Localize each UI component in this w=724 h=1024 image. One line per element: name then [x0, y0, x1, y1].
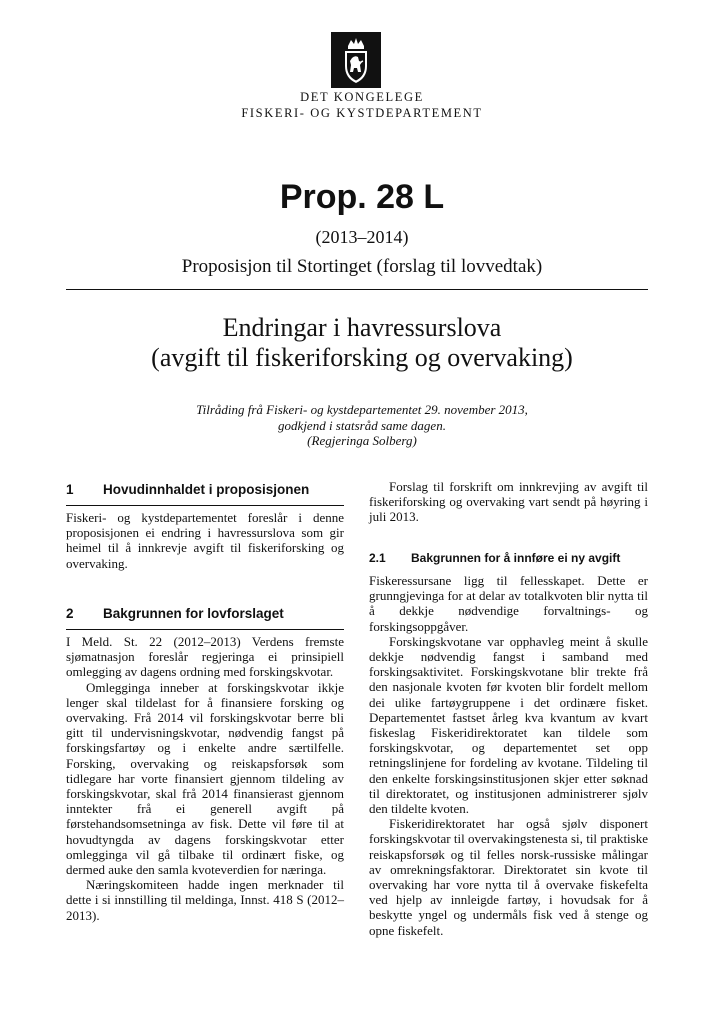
section-title: Bakgrunnen for å innføre ei ny avgift [411, 551, 621, 565]
paragraph: Næringskomiteen hadde ingen merknader til dette i si innstilling til meldinga, Innst. 418 S (2012–2013). [66, 877, 344, 923]
paragraph: Fiskeressursane ligg til fellesskapet. Dette er grunngjevinga for at delar av totalkvoten blir nytta til å dekkje nødvendige forvaltnings- og forskingsoppgåver. [369, 573, 648, 634]
royal-coat-of-arms-icon [331, 32, 381, 88]
section-2-continuation [369, 479, 648, 525]
paragraph: Forskingskvotane var opphavleg meint å skulle dekkje nødvendig fangst i samband med forskingsaktivitet. Forskingskvotane blir trekte frå den nasjonale kvoten før kvoten blir fordelt mellom dei ulike fartøygruppene i det ordinære fisket. Departementet fastset årleg kva kvantum av kvart fiskeslag Fiskeridirektoratet kan tildele som forskingskvotar, og departementet set opp retningslinjene for fordeling av kvotane. Tildeling til den enkelte forskingsinstitusjonen skjer etter søknad til direktoratet, og institusjonen administrerer sjølv den tildelte kvoten. [369, 633, 648, 817]
section-rule [66, 505, 344, 506]
session-years: (2013–2014) [315, 227, 409, 247]
recommendation-line: godkjend i statsråd same dagen. [278, 418, 446, 433]
paragraph: Fiskeridirektoratet har også sjølv disponert forskingskvotar til overvakingstenesta si, til praktiske reiskapsforsøk og til felles norsk-russiske målingar av omrekningsfaktorar. Direktoratet sin kvote til overvaking har vore nytta til å overvake fiskefelta ved hjelp av innleigde fartøy, i hovudsak for å beskytte yngel og undermåls fisk ved å stenge og opne fiskefelt. [369, 816, 648, 938]
document-subtitle: (avgift til fiskeriforsking og overvaking) [151, 343, 573, 372]
section-1-heading [66, 482, 309, 497]
paragraph: Omlegginga inneber at forskingskvotar ikkje lenger skal tildelast for å finansiere forsking og overvaking. Frå 2014 vil forskingskvotar berre bli gitt til undervisningskvotar, nødvendig fangst på forskingsfartøy og i enkelte andre særtilfelle. Forsking, overvaking og reiskapsforsøk som tidlegare har vorte finansiert gjennom tildeling av forskingskvotar, skal frå 2014 finansierast gjennom inntekter frå ei generell avgift på førstehandsomsetninga av fisk. Dette vil føre til at hovudtyngda av dagens forskingskvotar etter omlegginga vil gå tilbake til ordinært fiske, og dermed auke den samla kvoteverdien for næringa. [66, 679, 344, 878]
section-number: 2 [66, 606, 74, 621]
section-2-heading [66, 606, 284, 621]
section-rule [66, 629, 344, 630]
section-2-1-body [369, 573, 648, 938]
section-title: Bakgrunnen for lovforslaget [103, 606, 284, 621]
section-title: Hovudinnhaldet i proposisjonen [103, 482, 310, 497]
section-2-body [66, 634, 344, 923]
section-number: 1 [66, 482, 74, 497]
proposition-number: Prop. 28 L [279, 178, 445, 216]
paragraph: I Meld. St. 22 (2012–2013) Verdens fremste sjømatnasjon foreslår regjeringa ei prinsipiell omlegging av dagens ordning med forskingskvotar. [66, 634, 344, 680]
section-2-1-heading [369, 551, 620, 565]
department-line-2: FISKERI- OG KYSTDEPARTEMENT [241, 106, 483, 120]
paragraph: Forslag til forskrift om innkrevjing av avgift til fiskeriforsking og overvaking vart sendt på høyring i juli 2013. [369, 479, 648, 525]
recommendation-line: (Regjeringa Solberg) [307, 433, 417, 448]
recommendation-line: Tilråding frå Fiskeri- og kystdepartementet 29. november 2013, [196, 402, 528, 417]
department-line-1: DET KONGELEGE [300, 90, 424, 104]
document-title: Endringar i havressurslova [222, 313, 502, 342]
section-number: 2.1 [369, 551, 386, 565]
section-1-body [66, 510, 344, 571]
title-divider [66, 289, 648, 290]
proposition-type: Proposisjon til Stortinget (forslag til lovvedtak) [181, 256, 543, 277]
paragraph: Fiskeri- og kystdepartementet foreslår i denne proposisjonen ei endring i havressurslova som gir heimel til å innkrevje avgift til fiskeriforsking og overvaking. [66, 510, 344, 571]
